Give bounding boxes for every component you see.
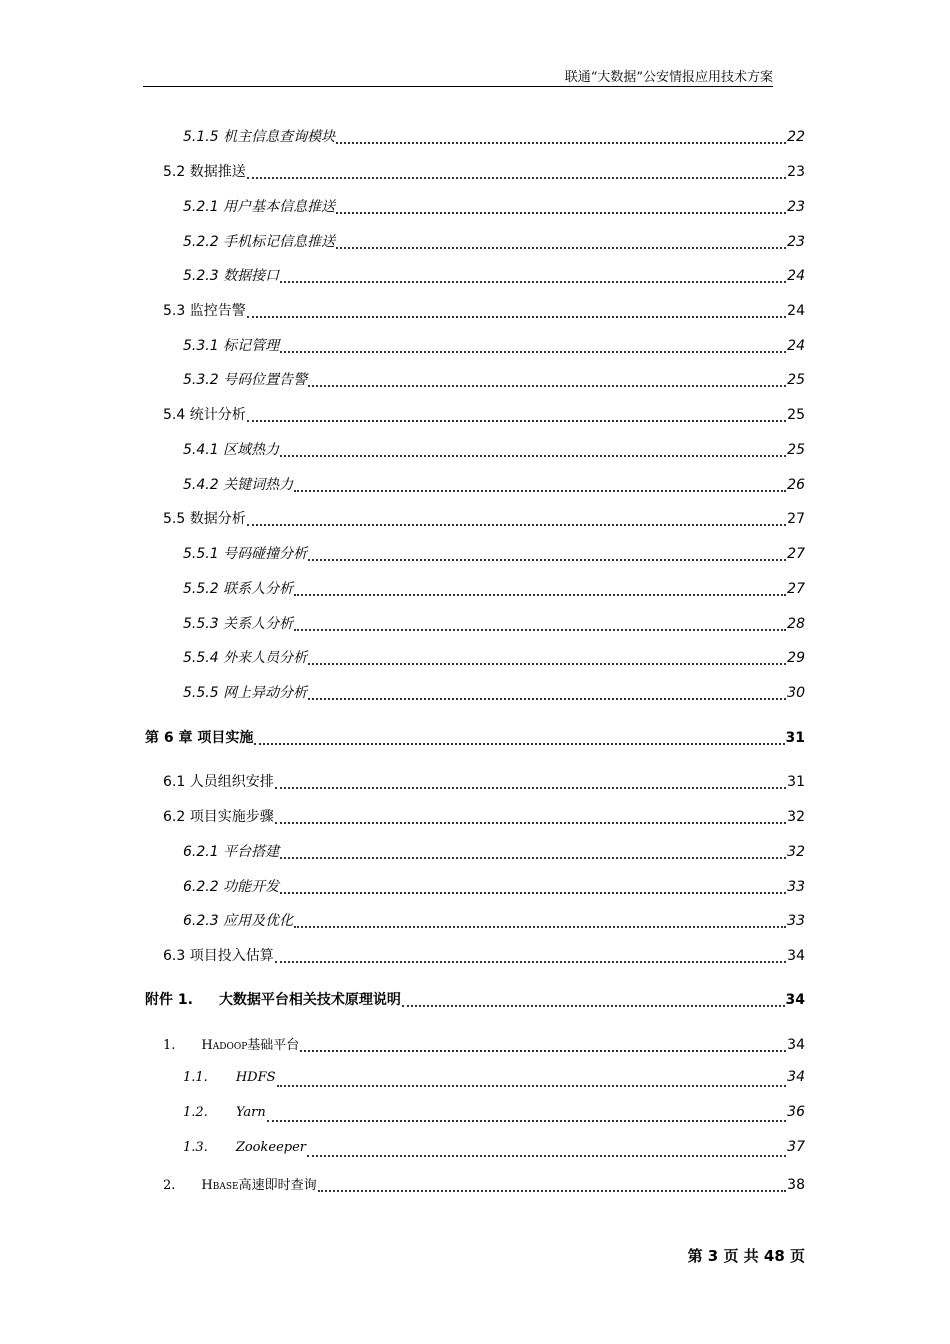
- toc-entry[interactable]: [183, 910, 805, 934]
- toc-page: 30: [787, 685, 805, 701]
- toc-entry[interactable]: [163, 404, 805, 428]
- toc-page: 32: [787, 809, 805, 825]
- dot-leader: [247, 177, 786, 179]
- toc-page: 34: [785, 992, 805, 1008]
- dot-leader: [280, 857, 786, 859]
- dot-leader: [294, 926, 786, 928]
- dot-leader: [308, 559, 786, 561]
- toc-label: Hbase高速即时查询: [201, 1178, 317, 1193]
- toc-page: 23: [787, 164, 805, 180]
- toc-entry[interactable]: [183, 439, 805, 463]
- dot-leader: [275, 822, 786, 824]
- toc-number: 1.: [163, 1038, 176, 1053]
- toc-label: 5.5.2 联系人分析: [183, 581, 294, 597]
- toc-label: 5.5.1 号码碰撞分析: [183, 546, 308, 562]
- toc-label: Hadoop基础平台: [201, 1038, 300, 1053]
- toc-entry[interactable]: [183, 1069, 805, 1093]
- toc-label: 5.4 统计分析: [163, 407, 246, 423]
- toc-number: 1.3.: [183, 1140, 208, 1155]
- toc-entry[interactable]: [183, 647, 805, 671]
- toc-entry[interactable]: [183, 578, 805, 602]
- toc-label: 6.2.1 平台搭建: [183, 844, 280, 860]
- dot-leader: [336, 212, 786, 214]
- toc-label: 5.5.4 外来人员分析: [183, 650, 308, 666]
- dot-leader: [318, 1190, 787, 1192]
- toc-label: 5.4.2 关键词热力: [183, 477, 294, 493]
- toc-label: 5.1.5 机主信息查询模块: [183, 129, 336, 145]
- dot-leader: [280, 455, 786, 457]
- toc-entry[interactable]: [183, 231, 805, 255]
- dot-leader: [307, 1155, 786, 1157]
- toc-entry[interactable]: [183, 543, 805, 567]
- toc-page: 31: [785, 730, 805, 746]
- toc-page: 24: [787, 268, 805, 284]
- toc-label: 5.3.2 号码位置告警: [183, 372, 308, 388]
- toc-label: Zookeeper: [235, 1140, 306, 1155]
- toc-entry[interactable]: [163, 945, 805, 969]
- toc-entry[interactable]: [183, 682, 805, 706]
- toc-label: 5.2.1 用户基本信息推送: [183, 199, 336, 215]
- toc-label: 5.3 监控告警: [163, 303, 246, 319]
- toc-page: 28: [787, 616, 805, 632]
- toc-entry[interactable]: [183, 126, 805, 150]
- toc-page: 25: [787, 372, 805, 388]
- toc-label: 5.5.3 关系人分析: [183, 616, 294, 632]
- toc-number: 2.: [163, 1178, 176, 1193]
- page-header: [143, 64, 773, 87]
- toc-entry[interactable]: [183, 265, 805, 289]
- toc-entry[interactable]: [163, 1034, 805, 1058]
- dot-leader: [294, 594, 786, 596]
- toc-page: 33: [787, 913, 805, 929]
- toc-label: 5.2.2 手机标记信息推送: [183, 234, 336, 250]
- toc-page: 24: [787, 303, 805, 319]
- toc-label: 5.5.5 网上异动分析: [183, 685, 308, 701]
- dot-leader: [277, 1085, 787, 1087]
- toc-entry[interactable]: [183, 876, 805, 900]
- toc-page: 31: [787, 774, 805, 790]
- toc-label: 第 6 章 项目实施: [145, 730, 254, 746]
- toc-entry[interactable]: [183, 613, 805, 637]
- toc-entry[interactable]: [163, 300, 805, 324]
- dot-leader: [294, 629, 786, 631]
- dot-leader: [247, 420, 786, 422]
- dot-leader: [275, 787, 786, 789]
- dot-leader: [402, 1005, 785, 1007]
- toc-page: 34: [787, 1037, 805, 1053]
- toc-page: 25: [787, 407, 805, 423]
- toc-label: 6.2.3 应用及优化: [183, 913, 294, 929]
- dot-leader: [247, 316, 786, 318]
- toc-page: 37: [787, 1139, 805, 1155]
- toc-entry[interactable]: [163, 1174, 805, 1198]
- dot-leader: [308, 663, 786, 665]
- dot-leader: [280, 351, 786, 353]
- toc-entry[interactable]: [163, 771, 805, 795]
- toc-entry[interactable]: [183, 1104, 805, 1128]
- toc-label: 6.3 项目投入估算: [163, 948, 274, 964]
- dot-leader: [254, 743, 784, 745]
- toc-page: 22: [787, 129, 805, 145]
- toc-page: 23: [787, 199, 805, 215]
- toc-page: 25: [787, 442, 805, 458]
- toc-page: 24: [787, 338, 805, 354]
- toc-page: 23: [787, 234, 805, 250]
- toc-label: 5.5 数据分析: [163, 511, 246, 527]
- toc-label: 5.2.3 数据接口: [183, 268, 280, 284]
- toc-entry[interactable]: [183, 196, 805, 220]
- toc-page: 34: [787, 948, 805, 964]
- toc-entry[interactable]: [183, 474, 805, 498]
- toc-page: 26: [787, 477, 805, 493]
- toc-page: 27: [787, 546, 805, 562]
- toc-label: 5.4.1 区域热力: [183, 442, 280, 458]
- toc-label: 6.1 人员组织安排: [163, 774, 274, 790]
- toc-entry[interactable]: [183, 1139, 805, 1163]
- toc-label: 5.3.1 标记管理: [183, 338, 280, 354]
- toc-label: 6.2 项目实施步骤: [163, 809, 274, 825]
- toc-page: 38: [787, 1177, 805, 1193]
- toc-entry[interactable]: [163, 161, 805, 185]
- toc-page: 33: [787, 879, 805, 895]
- toc-page: 32: [787, 844, 805, 860]
- toc-page: 36: [787, 1104, 805, 1120]
- dot-leader: [280, 281, 786, 283]
- dot-leader: [247, 524, 786, 526]
- toc-entry[interactable]: [183, 841, 805, 865]
- dot-leader: [336, 142, 786, 144]
- dot-leader: [275, 961, 786, 963]
- toc-entry[interactable]: [163, 508, 805, 532]
- toc-label: HDFS: [235, 1070, 276, 1085]
- dot-leader: [308, 385, 786, 387]
- toc-page: 27: [787, 581, 805, 597]
- dot-leader: [294, 490, 786, 492]
- dot-leader: [336, 247, 786, 249]
- toc-page: 29: [787, 650, 805, 666]
- toc-entry[interactable]: [183, 335, 805, 359]
- toc-label: 6.2.2 功能开发: [183, 879, 280, 895]
- toc-label: 大数据平台相关技术原理说明: [218, 992, 401, 1008]
- dot-leader: [267, 1120, 786, 1122]
- page-footer: 第 3 页 共 48 页: [687, 1247, 805, 1265]
- toc-entry[interactable]: [183, 369, 805, 393]
- dot-leader: [300, 1050, 786, 1052]
- toc-label: Yarn: [235, 1105, 266, 1120]
- header-title: 联通“大数据”公安情报应用技术方案: [564, 70, 773, 85]
- toc-page: 27: [787, 511, 805, 527]
- dot-leader: [308, 698, 786, 700]
- toc-number: 1.1.: [183, 1070, 208, 1085]
- dot-leader: [280, 892, 786, 894]
- toc-chapter-entry[interactable]: [145, 727, 805, 751]
- toc-label: 5.2 数据推送: [163, 164, 246, 180]
- toc-entry[interactable]: [163, 806, 805, 830]
- toc-number: 附件 1.: [145, 992, 193, 1008]
- toc-number: 1.2.: [183, 1105, 208, 1120]
- toc-appendix-entry[interactable]: [145, 989, 805, 1013]
- toc-page: 34: [787, 1069, 805, 1085]
